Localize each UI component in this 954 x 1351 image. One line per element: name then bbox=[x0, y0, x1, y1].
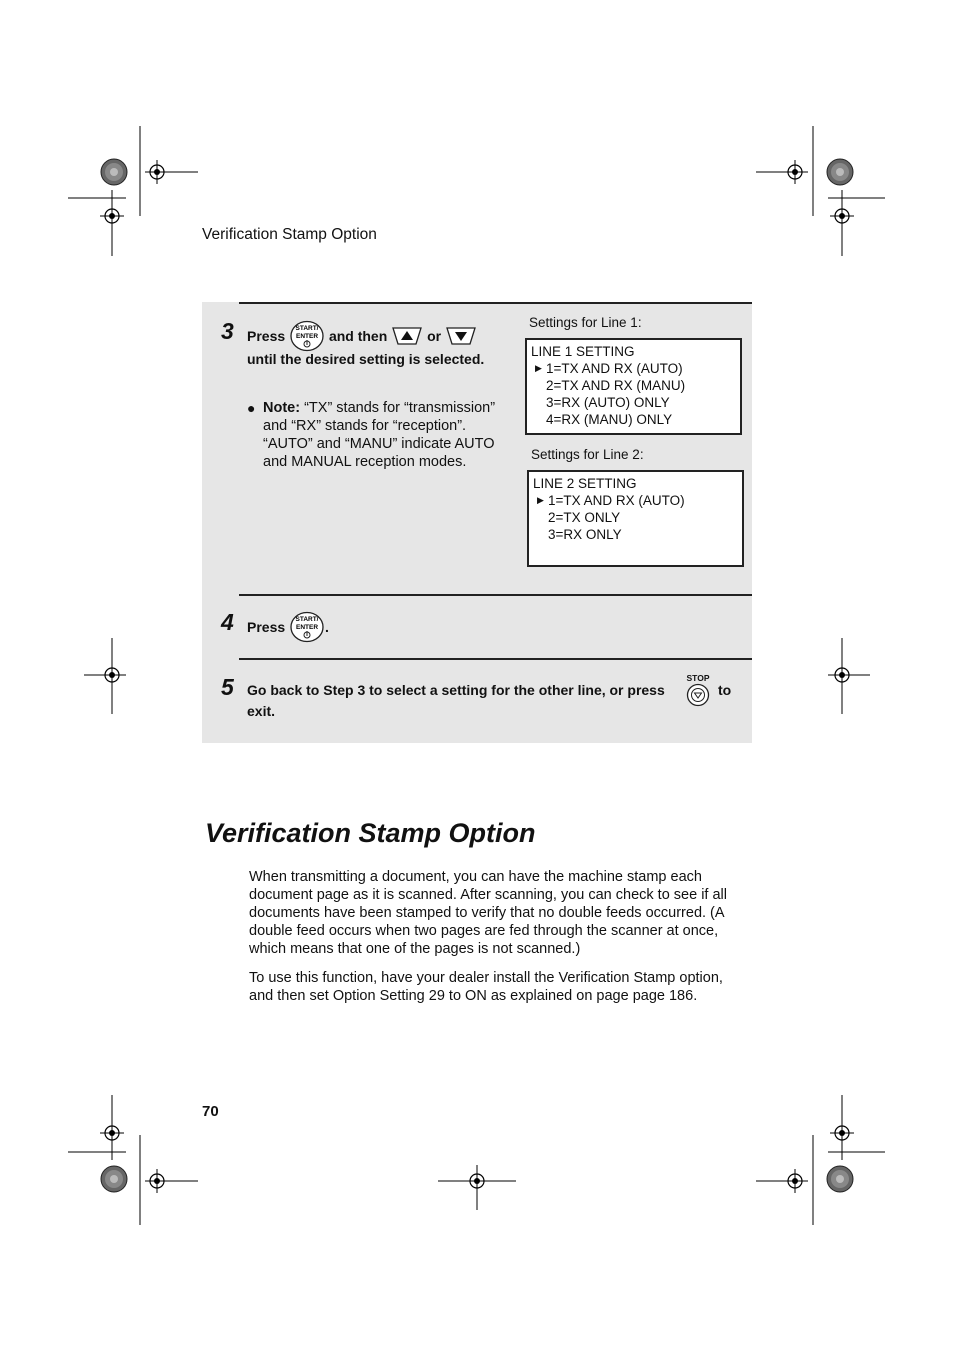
steps-panel bbox=[202, 302, 752, 743]
up-arrow-icon bbox=[391, 326, 423, 346]
stop-key bbox=[684, 673, 712, 712]
section-paragraph-2: To use this function, have your dealer install the Verification Stamp option, and then set Option Setting 29 to ON as explained on page page 186. bbox=[249, 970, 723, 1004]
step-4-number: 4 bbox=[221, 609, 234, 635]
start-enter-key bbox=[289, 320, 325, 355]
line-1-option: 2=TX AND RX (MANU) bbox=[546, 378, 686, 393]
line-1-display bbox=[525, 338, 742, 435]
note-bullet: ● bbox=[247, 400, 256, 416]
line-2-option: 3=RX ONLY bbox=[548, 527, 622, 542]
start-key-top-label: START/ bbox=[295, 616, 319, 623]
step-5-instruction: Go back to Step 3 to select a setting for the other line, or press bbox=[247, 682, 665, 698]
start-key-bottom-label: ENTER bbox=[296, 333, 319, 340]
line-2-display-title: LINE 2 SETTING bbox=[533, 476, 637, 491]
section-paragraph-1: When transmitting a document, you can have the machine stamp each document page as it is scanned. After scanning, you can check to see if all documents have been stamped to verify that no double feeds occurred. (A double feed occurs when two pages are fed through the scanner at once, which means that one of the pages is not scanned.) bbox=[249, 869, 727, 957]
running-header: Verification Stamp Option bbox=[202, 226, 377, 243]
page-number: 70 bbox=[202, 1103, 219, 1120]
stop-key-label: STOP bbox=[686, 673, 710, 683]
step-5-to-label: to bbox=[718, 682, 732, 698]
step-4-instruction bbox=[247, 611, 329, 646]
note-body: “TX” stands for “transmission” and “RX” stands for “reception”. “AUTO” and “MANU” indicate AUTO and MANUAL reception modes. bbox=[263, 400, 496, 470]
start-icon bbox=[289, 611, 325, 643]
section-title: Verification Stamp Option bbox=[205, 818, 536, 848]
step-3-press-label: Press bbox=[247, 328, 286, 345]
step-3-and-then-label: and then bbox=[328, 328, 388, 345]
step-4-rule bbox=[239, 594, 752, 596]
start-key-top-label: START/ bbox=[295, 325, 319, 332]
selection-pointer-icon: ▶ bbox=[537, 495, 544, 505]
step-3-rule bbox=[239, 302, 752, 304]
step-3-instruction-line2: until the desired setting is selected. bbox=[247, 351, 485, 367]
step-4-period: . bbox=[325, 619, 329, 636]
step-5-rule bbox=[239, 658, 752, 660]
step-5-number: 5 bbox=[221, 674, 234, 700]
stop-icon bbox=[686, 683, 710, 707]
line-1-display-title: LINE 1 SETTING bbox=[531, 344, 635, 359]
note-text bbox=[263, 399, 513, 471]
line-1-caption: Settings for Line 1: bbox=[529, 315, 642, 330]
step-3-number: 3 bbox=[221, 318, 234, 344]
line-2-option: 2=TX ONLY bbox=[548, 510, 621, 525]
selection-pointer-icon: ▶ bbox=[535, 363, 542, 373]
start-icon bbox=[289, 320, 325, 352]
line-2-display bbox=[527, 470, 744, 567]
up-arrow-key bbox=[391, 326, 423, 349]
line-1-option: 4=RX (MANU) ONLY bbox=[546, 412, 673, 427]
line-1-option: 3=RX (AUTO) ONLY bbox=[546, 395, 670, 410]
start-enter-key bbox=[289, 611, 325, 646]
line-2-option: ▶ 1=TX AND RX (AUTO) bbox=[537, 493, 685, 508]
down-arrow-key bbox=[445, 326, 477, 349]
step-5-exit-label: exit. bbox=[247, 703, 276, 719]
start-key-bottom-label: ENTER bbox=[296, 624, 319, 631]
step-3-instruction-line1 bbox=[247, 320, 477, 355]
note-label: Note: bbox=[263, 400, 301, 416]
step-3-or-label: or bbox=[427, 328, 442, 345]
line-1-option: ▶ 1=TX AND RX (AUTO) bbox=[535, 361, 683, 376]
step-4-press-label: Press bbox=[247, 619, 286, 636]
down-arrow-icon bbox=[445, 326, 477, 346]
line-2-caption: Settings for Line 2: bbox=[531, 447, 644, 462]
